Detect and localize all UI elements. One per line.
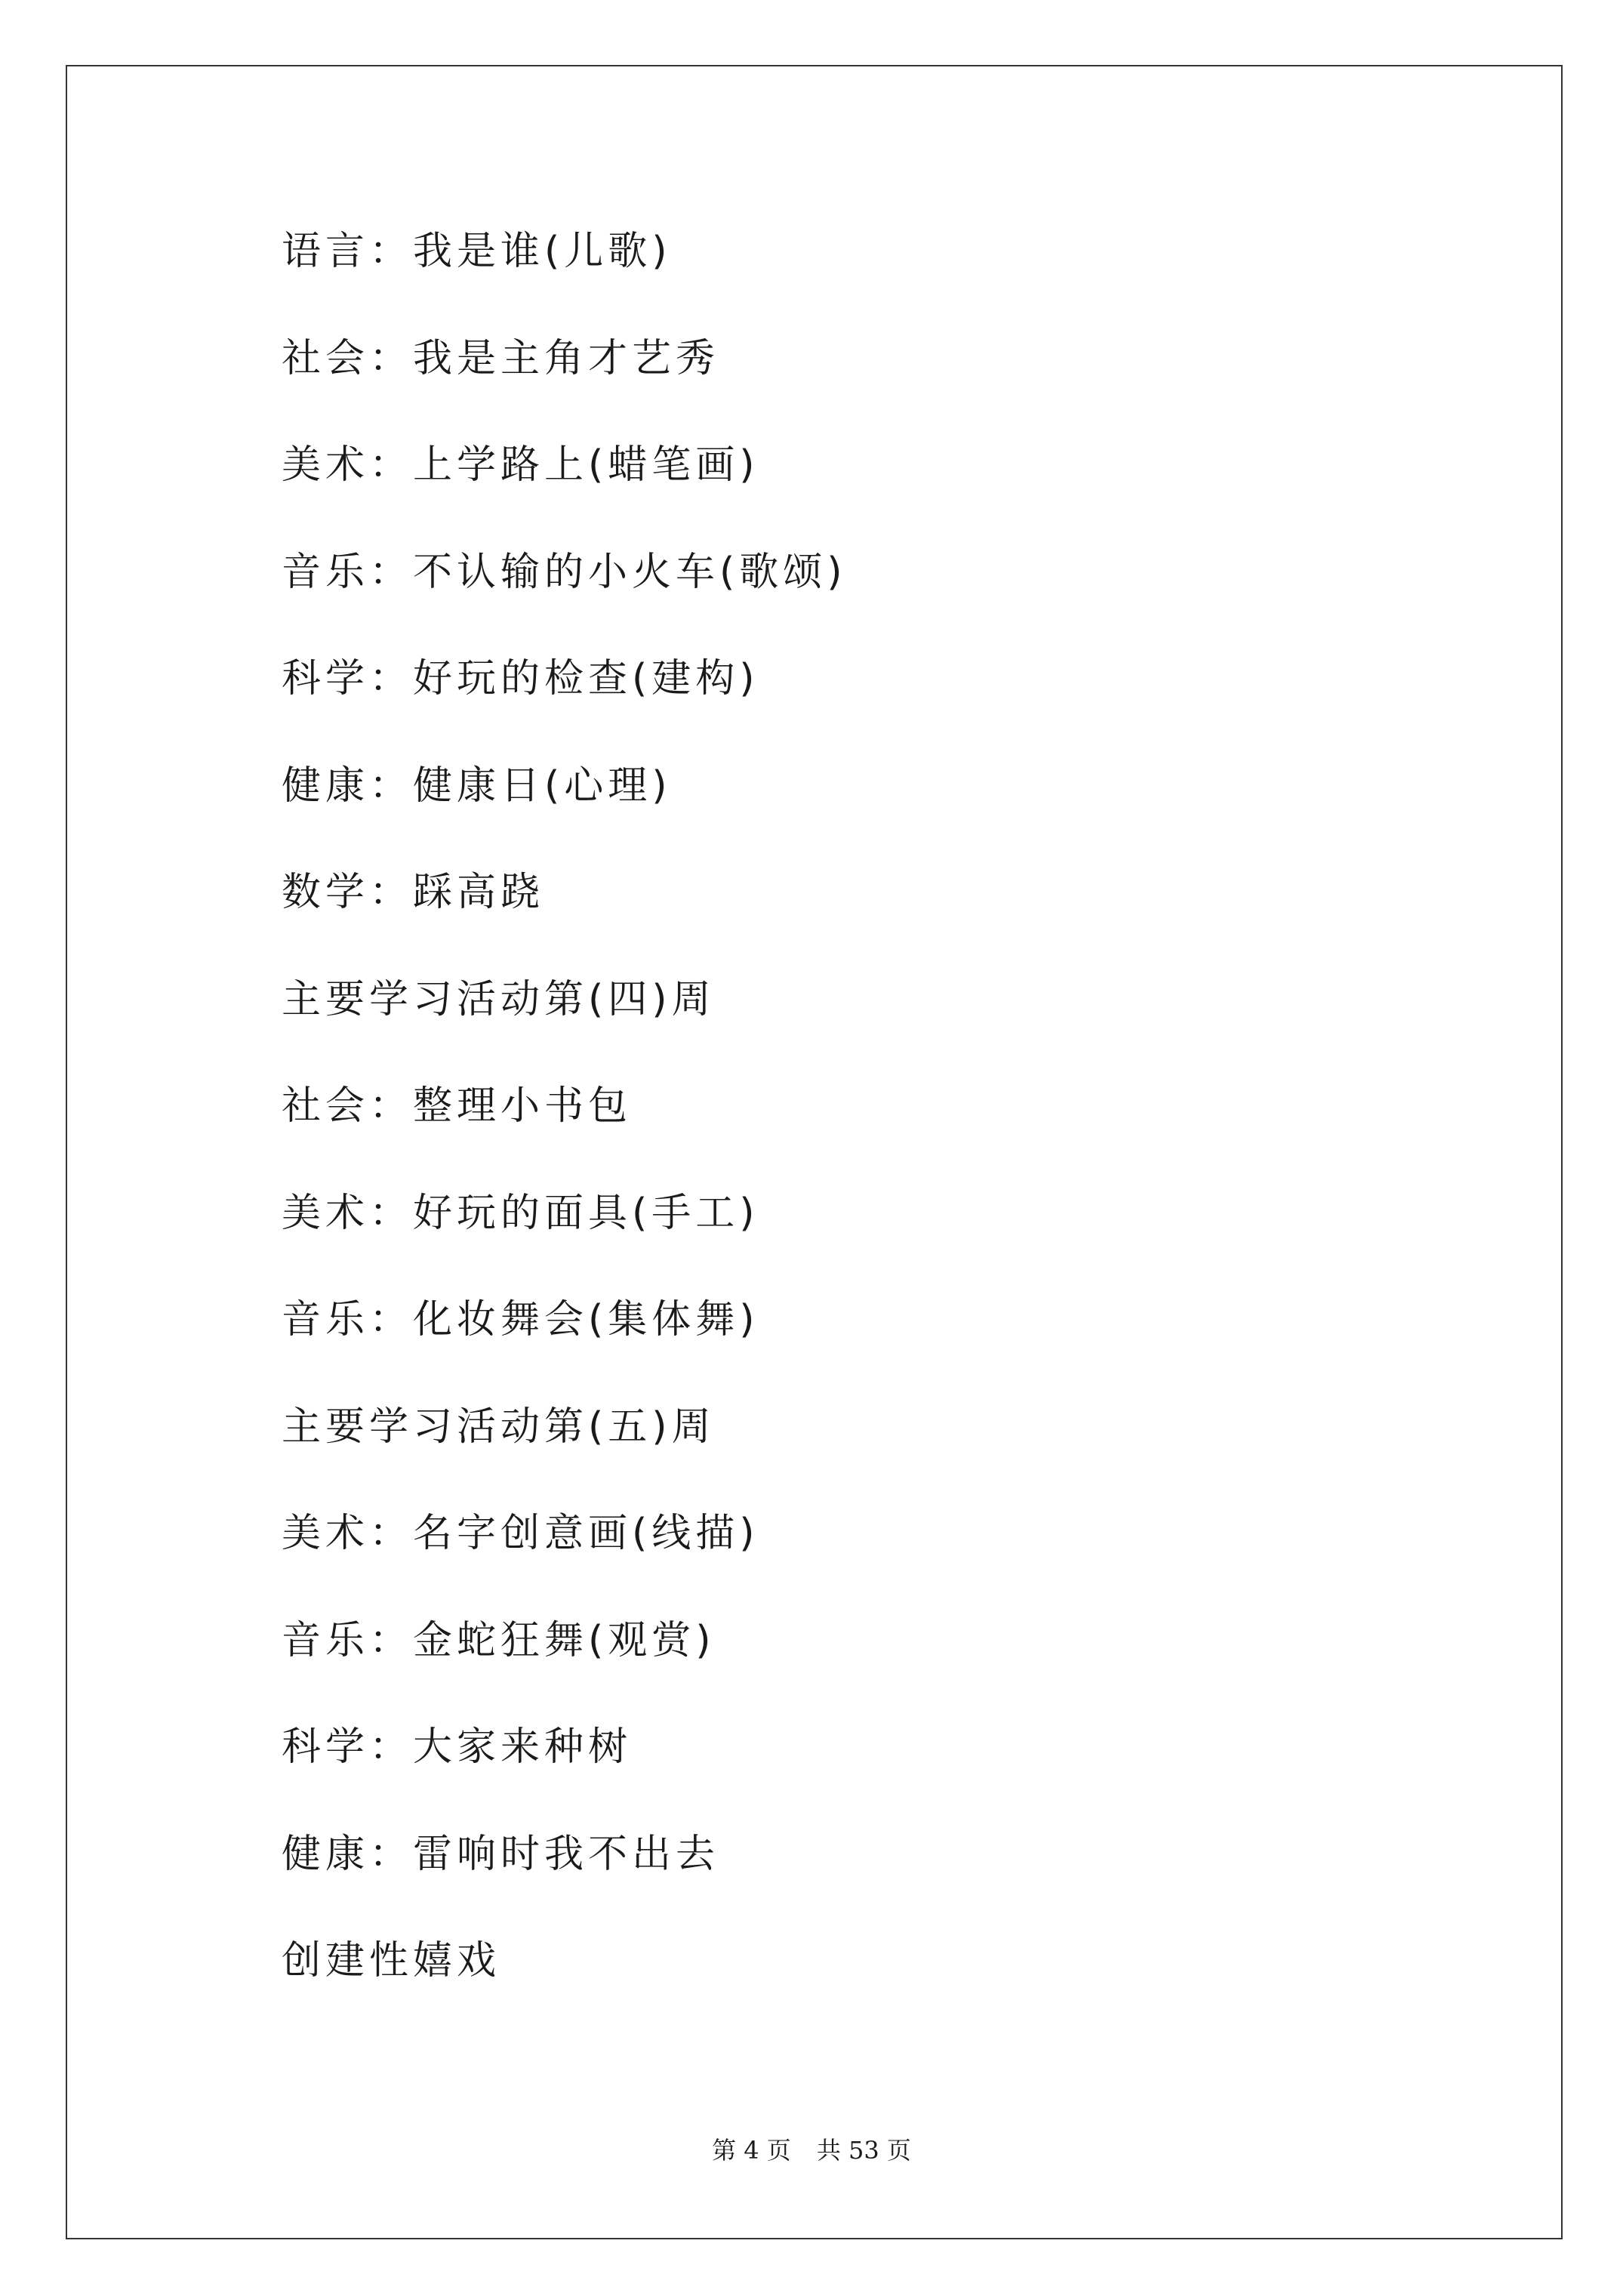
text-line: 美术：上学路上(蜡笔画) [282,442,759,488]
text-line: 社会：整理小书包 [282,1083,633,1129]
text-line: 美术：名字创意画(线描) [282,1511,759,1556]
total-pages: 共 53 页 [816,2136,911,2165]
text-line: 健康：健康日(心理) [282,763,672,809]
text-line: 音乐：化妆舞会(集体舞) [282,1297,759,1342]
text-line: 科学：好玩的检查(建构) [282,656,759,701]
text-line: 美术：好玩的面具(手工) [282,1190,759,1236]
section-heading: 主要学习活动第(五)周 [282,1404,716,1450]
text-line: 健康：雷响时我不出去 [282,1831,720,1877]
document-body [282,219,1489,2036]
current-page-number: 第 4 页 [712,2136,791,2165]
text-line: 社会：我是主角才艺秀 [282,335,720,381]
text-line: 科学：大家来种树 [282,1724,633,1770]
text-line: 语言：我是谁(儿歌) [282,229,672,274]
text-line: 音乐：金蛇狂舞(观赏) [282,1617,716,1663]
section-heading: 主要学习活动第(四)周 [282,976,716,1022]
section-heading: 创建性嬉戏 [282,1938,501,1983]
text-line: 音乐：不认输的小火车(歌颂) [282,549,847,595]
page-footer [0,2135,1623,2165]
text-line: 数学：踩高跷 [282,870,545,915]
